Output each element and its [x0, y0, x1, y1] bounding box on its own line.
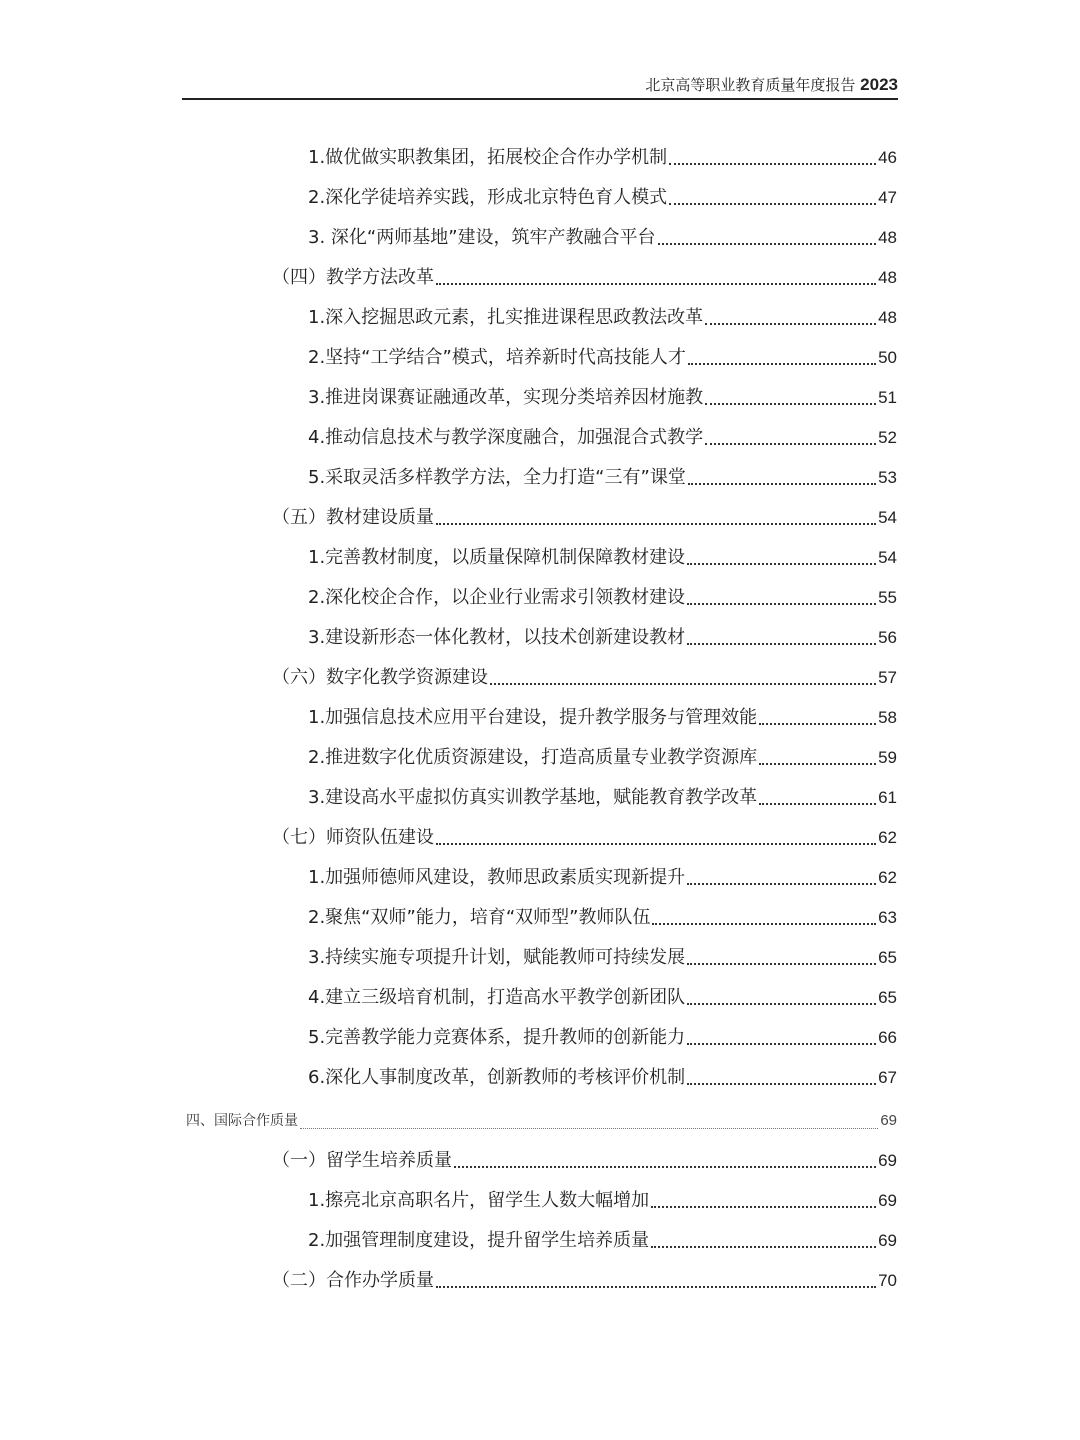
toc-entry-page: 52 — [878, 428, 897, 447]
toc-entry-title: （二）合作办学质量 — [272, 1270, 434, 1291]
toc-subsection[interactable] — [0, 1011, 1080, 1051]
toc-entry-title: 1.加强信息技术应用平台建设，提升教学服务与管理效能 — [308, 707, 758, 728]
toc-entry-page: 57 — [878, 668, 897, 687]
toc-subsection[interactable] — [0, 771, 1080, 811]
toc-subsection[interactable] — [0, 931, 1080, 971]
toc-entry-page: 65 — [878, 948, 897, 967]
toc-entry-title: （一）留学生培养质量 — [272, 1150, 452, 1171]
toc-entry-page: 58 — [878, 708, 897, 727]
dot-leader — [687, 603, 876, 605]
toc-subsection[interactable] — [0, 331, 1080, 371]
toc-entry-page: 62 — [878, 868, 897, 887]
dot-leader — [436, 283, 876, 285]
toc-entry-page: 53 — [878, 468, 897, 487]
dot-leader — [436, 1286, 876, 1288]
running-header — [182, 74, 898, 98]
toc-entry-title: （七）师资队伍建设 — [272, 827, 434, 848]
toc-section[interactable] — [0, 251, 1080, 291]
toc-entry-title: 2.加强管理制度建设，提升留学生培养质量 — [308, 1230, 650, 1251]
toc-subsection[interactable] — [0, 851, 1080, 891]
dot-leader — [651, 1246, 876, 1248]
dot-leader — [658, 243, 877, 245]
toc-entry-page: 69 — [878, 1191, 897, 1210]
toc-entry-title: 2.深化学徒培养实践，形成北京特色育人模式 — [308, 187, 668, 208]
toc-entry-page: 61 — [878, 788, 897, 807]
toc-entry-page: 59 — [878, 748, 897, 767]
dot-leader — [436, 843, 876, 845]
toc-entry-title: 2.坚持“工学结合”模式，培养新时代高技能人才 — [308, 347, 686, 368]
dot-leader — [705, 443, 876, 445]
toc-subsection[interactable] — [0, 1051, 1080, 1091]
dot-leader — [669, 163, 876, 165]
toc-entry-title: （六）数字化教学资源建设 — [272, 667, 488, 688]
toc-subsection[interactable] — [0, 891, 1080, 931]
toc-entry-page: 67 — [878, 1068, 897, 1087]
toc-subsection[interactable] — [0, 571, 1080, 611]
toc-entry-page: 55 — [878, 588, 897, 607]
toc-section[interactable] — [0, 1134, 1080, 1174]
header-year: 2023 — [860, 75, 898, 94]
dot-leader — [688, 363, 876, 365]
toc-subsection[interactable] — [0, 131, 1080, 171]
toc-entry-page: 48 — [878, 228, 897, 247]
toc-chapter[interactable] — [0, 1098, 1080, 1134]
toc-section[interactable] — [0, 1254, 1080, 1294]
toc-entry-page: 62 — [878, 828, 897, 847]
toc-entry-page: 51 — [878, 388, 897, 407]
toc-section[interactable] — [0, 651, 1080, 691]
header-rule — [182, 98, 898, 100]
toc-entry-title: 6.深化人事制度改革，创新教师的考核评价机制 — [308, 1067, 686, 1088]
toc-subsection[interactable] — [0, 411, 1080, 451]
toc-entry-title: 4.推动信息技术与教学深度融合，加强混合式教学 — [308, 427, 704, 448]
toc-entry-title: 1.深入挖掘思政元素，扎实推进课程思政教法改革 — [308, 307, 704, 328]
dot-leader — [705, 323, 876, 325]
toc-entry-title: 3.建设新形态一体化教材，以技术创新建设教材 — [308, 627, 686, 648]
toc-entry-page: 69 — [878, 1151, 897, 1170]
toc-entry-title: 3.建设高水平虚拟仿真实训教学基地，赋能教育教学改革 — [308, 787, 758, 808]
dot-leader — [687, 643, 876, 645]
toc-entry-page: 54 — [878, 508, 897, 527]
toc-section[interactable] — [0, 491, 1080, 531]
dot-leader — [759, 803, 876, 805]
dot-leader — [687, 963, 876, 965]
toc-subsection[interactable] — [0, 691, 1080, 731]
dot-leader — [454, 1166, 876, 1168]
toc-subsection[interactable] — [0, 531, 1080, 571]
toc-section[interactable] — [0, 811, 1080, 851]
toc-entry-title: （五）教材建设质量 — [272, 507, 434, 528]
toc-entry-title: 1.完善教材制度，以质量保障机制保障教材建设 — [308, 547, 686, 568]
toc-entry-page: 65 — [878, 988, 897, 1007]
dot-leader — [687, 563, 876, 565]
dot-leader — [687, 1003, 876, 1005]
toc-entry-page: 63 — [878, 908, 897, 927]
toc-entry-page: 69 — [880, 1112, 897, 1129]
dot-leader — [669, 203, 876, 205]
dot-leader — [705, 403, 876, 405]
toc-entry-title: 1.做优做实职教集团，拓展校企合作办学机制 — [308, 147, 668, 168]
dot-leader — [759, 763, 876, 765]
toc-subsection[interactable] — [0, 971, 1080, 1011]
toc-entry-page: 56 — [878, 628, 897, 647]
toc-entry-title: 四、国际合作质量 — [186, 1113, 298, 1129]
toc-entry-title: 2.聚焦“双师”能力，培育“双师型”教师队伍 — [308, 907, 651, 928]
header-title: 北京高等职业教育质量年度报告 — [645, 76, 856, 94]
toc-subsection[interactable] — [0, 371, 1080, 411]
dot-leader — [300, 1128, 878, 1129]
toc-entry-title: （四）教学方法改革 — [272, 267, 434, 288]
table-of-contents — [0, 131, 1080, 1294]
toc-entry-page: 69 — [878, 1231, 897, 1250]
toc-subsection[interactable] — [0, 1214, 1080, 1254]
toc-entry-title: 4.建立三级培育机制，打造高水平教学创新团队 — [308, 987, 686, 1008]
toc-subsection[interactable] — [0, 1174, 1080, 1214]
toc-subsection[interactable] — [0, 211, 1080, 251]
toc-entry-title: 5.完善教学能力竞赛体系，提升教师的创新能力 — [308, 1027, 686, 1048]
toc-entry-page: 46 — [878, 148, 897, 167]
dot-leader — [687, 1083, 876, 1085]
toc-subsection[interactable] — [0, 731, 1080, 771]
toc-entry-page: 54 — [878, 548, 897, 567]
dot-leader — [651, 1206, 876, 1208]
toc-entry-page: 50 — [878, 348, 897, 367]
toc-entry-title: 2.深化校企合作，以企业行业需求引领教材建设 — [308, 587, 686, 608]
toc-subsection[interactable] — [0, 291, 1080, 331]
dot-leader — [490, 683, 876, 685]
toc-entry-page: 66 — [878, 1028, 897, 1047]
dot-leader — [436, 523, 876, 525]
toc-entry-title: 1.加强师德师风建设，教师思政素质实现新提升 — [308, 867, 686, 888]
toc-entry-page: 48 — [878, 268, 897, 287]
toc-subsection[interactable] — [0, 611, 1080, 651]
dot-leader — [687, 1043, 876, 1045]
toc-entry-page: 47 — [878, 188, 897, 207]
dot-leader — [687, 883, 876, 885]
toc-entry-title: 3.持续实施专项提升计划，赋能教师可持续发展 — [308, 947, 686, 968]
toc-entry-title: 5.采取灵活多样教学方法，全力打造“三有”课堂 — [308, 467, 686, 488]
toc-entry-page: 48 — [878, 308, 897, 327]
dot-leader — [652, 923, 876, 925]
toc-subsection[interactable] — [0, 451, 1080, 491]
toc-entry-page: 70 — [878, 1271, 897, 1290]
toc-entry-title: 1.擦亮北京高职名片，留学生人数大幅增加 — [308, 1190, 650, 1211]
toc-entry-title: 3. 深化“两师基地”建设，筑牢产教融合平台 — [308, 227, 656, 248]
toc-subsection[interactable] — [0, 171, 1080, 211]
toc-entry-title: 3.推进岗课赛证融通改革，实现分类培养因材施教 — [308, 387, 704, 408]
dot-leader — [759, 723, 876, 725]
dot-leader — [688, 483, 876, 485]
toc-entry-title: 2.推进数字化优质资源建设，打造高质量专业教学资源库 — [308, 747, 758, 768]
